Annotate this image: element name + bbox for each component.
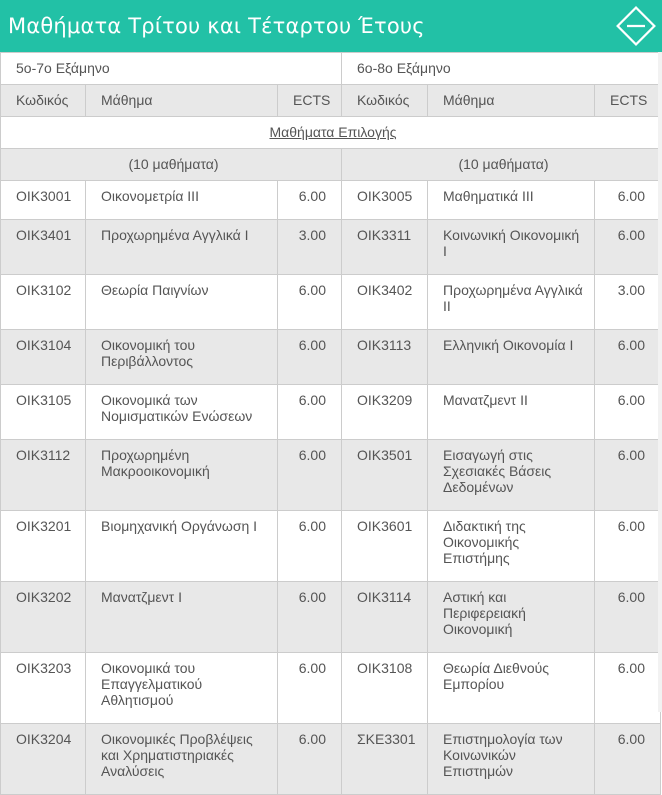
course-code: ΟΙΚ3202 xyxy=(1,582,86,653)
course-name: Προχωρημένη Μακροοικονομική xyxy=(86,440,278,511)
course-code: ΟΙΚ3102 xyxy=(1,275,86,330)
course-ects: 6.00 xyxy=(595,385,661,440)
group-count-row xyxy=(1,149,661,181)
course-ects: 6.00 xyxy=(595,582,661,653)
course-code: ΟΙΚ3114 xyxy=(342,582,428,653)
course-table xyxy=(0,52,661,795)
table-row xyxy=(1,275,661,330)
course-name: Μανατζμεντ Ι xyxy=(86,582,278,653)
table-row xyxy=(1,220,661,275)
elective-courses-link[interactable]: Μαθήματα Επιλογής xyxy=(269,124,397,140)
column-header-row xyxy=(1,85,661,117)
course-code: ΟΙΚ3201 xyxy=(1,511,86,582)
course-ects: 6.00 xyxy=(595,440,661,511)
course-name: Διδακτική της Οικονομικής Επιστήμης xyxy=(428,511,595,582)
course-code: ΟΙΚ3001 xyxy=(1,181,86,220)
course-name: Αστική και Περιφερειακή Οικονομική xyxy=(428,582,595,653)
course-name: Θεωρία Παιγνίων xyxy=(86,275,278,330)
course-code: ΟΙΚ3105 xyxy=(1,385,86,440)
header-course-left: Μάθημα xyxy=(86,85,278,117)
course-name: Επιστημολογία των Κοινωνικών Επιστημών xyxy=(428,724,595,795)
course-ects: 6.00 xyxy=(595,181,661,220)
course-ects: 3.00 xyxy=(595,275,661,330)
course-code: ΟΙΚ3402 xyxy=(342,275,428,330)
course-name: Προχωρημένα Αγγλικά ΙΙ xyxy=(428,275,595,330)
course-ects: 6.00 xyxy=(595,653,661,724)
page-title: Μαθήματα Τρίτου και Τέταρτου Έτους xyxy=(8,14,425,38)
group-count-left: (10 μαθήματα) xyxy=(1,149,342,181)
semester-right: 6ο-8ο Εξάμηνο xyxy=(342,53,661,85)
header-course-right: Μάθημα xyxy=(428,85,595,117)
course-ects: 6.00 xyxy=(278,724,342,795)
course-name: Βιομηχανική Οργάνωση Ι xyxy=(86,511,278,582)
course-table-container xyxy=(0,52,662,795)
header-ects-right: ECTS xyxy=(595,85,661,117)
table-row xyxy=(1,582,661,653)
course-name: Ελληνική Οικονομία Ι xyxy=(428,330,595,385)
course-code: ΟΙΚ3501 xyxy=(342,440,428,511)
table-row xyxy=(1,330,661,385)
course-name: Οικονομική του Περιβάλλοντος xyxy=(86,330,278,385)
course-name: Μαθηματικά ΙΙΙ xyxy=(428,181,595,220)
course-code: ΟΙΚ3203 xyxy=(1,653,86,724)
course-name: Μανατζμεντ ΙΙ xyxy=(428,385,595,440)
course-code: ΟΙΚ3311 xyxy=(342,220,428,275)
course-ects: 6.00 xyxy=(278,653,342,724)
course-ects: 6.00 xyxy=(278,440,342,511)
course-code: ΟΙΚ3209 xyxy=(342,385,428,440)
course-ects: 6.00 xyxy=(595,330,661,385)
course-name: Προχωρημένα Αγγλικά Ι xyxy=(86,220,278,275)
header-code-left: Κωδικός xyxy=(1,85,86,117)
table-row xyxy=(1,511,661,582)
course-code: ΟΙΚ3104 xyxy=(1,330,86,385)
course-name: Θεωρία Διεθνούς Εμπορίου xyxy=(428,653,595,724)
course-name: Κοινωνική Οικονομική Ι xyxy=(428,220,595,275)
table-row xyxy=(1,385,661,440)
header-ects-left: ECTS xyxy=(278,85,342,117)
course-ects: 6.00 xyxy=(595,511,661,582)
table-row xyxy=(1,653,661,724)
course-ects: 6.00 xyxy=(595,220,661,275)
course-name: Οικονομικές Προβλέψεις και Χρηματιστηριακές Αναλύσεις xyxy=(86,724,278,795)
course-name: Οικονομετρία ΙΙΙ xyxy=(86,181,278,220)
table-row xyxy=(1,440,661,511)
course-name: Οικονομικά του Επαγγελματικού Αθλητισμού xyxy=(86,653,278,724)
elective-row xyxy=(1,117,661,149)
semester-left: 5ο-7ο Εξάμηνο xyxy=(1,53,342,85)
course-code: ΟΙΚ3113 xyxy=(342,330,428,385)
course-ects: 6.00 xyxy=(595,724,661,795)
course-ects: 6.00 xyxy=(278,385,342,440)
course-code: ΟΙΚ3112 xyxy=(1,440,86,511)
course-ects: 6.00 xyxy=(278,330,342,385)
course-code: ΟΙΚ3601 xyxy=(342,511,428,582)
course-name: Εισαγωγή στις Σχεσιακές Βάσεις Δεδομένων xyxy=(428,440,595,511)
group-count-right: (10 μαθήματα) xyxy=(342,149,661,181)
course-code: ΟΙΚ3204 xyxy=(1,724,86,795)
page-header xyxy=(0,0,662,52)
course-code: ΟΙΚ3005 xyxy=(342,181,428,220)
table-row xyxy=(1,181,661,220)
semester-row xyxy=(1,53,661,85)
course-ects: 6.00 xyxy=(278,181,342,220)
course-code: ΟΙΚ3108 xyxy=(342,653,428,724)
collapse-toggle-button[interactable] xyxy=(610,0,662,52)
course-ects: 6.00 xyxy=(278,511,342,582)
course-name: Οικονομικά των Νομισματικών Ενώσεων xyxy=(86,385,278,440)
course-ects: 6.00 xyxy=(278,275,342,330)
course-ects: 6.00 xyxy=(278,582,342,653)
course-code: ΣΚΕ3301 xyxy=(342,724,428,795)
scrollbar[interactable] xyxy=(658,52,662,712)
course-code: ΟΙΚ3401 xyxy=(1,220,86,275)
collapse-minus-diamond-icon xyxy=(616,6,656,46)
header-code-right: Κωδικός xyxy=(342,85,428,117)
course-ects: 3.00 xyxy=(278,220,342,275)
table-row xyxy=(1,724,661,795)
